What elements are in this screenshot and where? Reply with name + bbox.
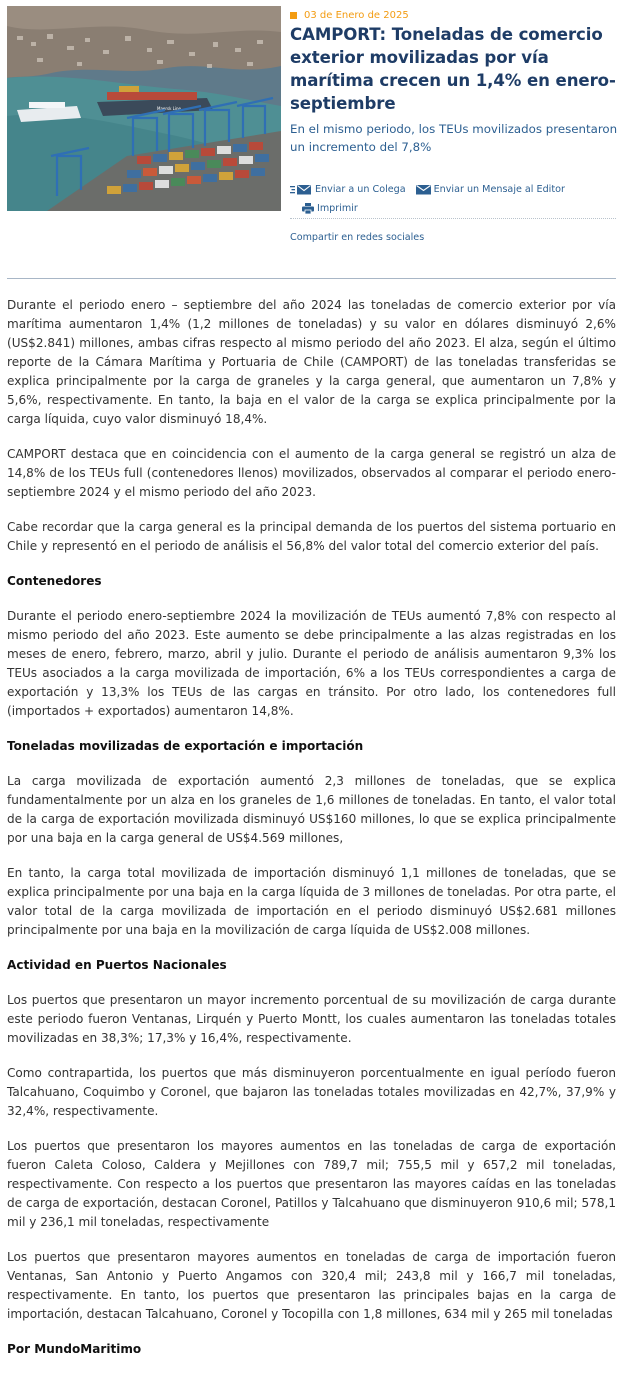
section-heading: Contenedores <box>7 574 102 588</box>
paragraph: Cabe recordar que la carga general es la principal demanda de los puertos del sistema portuario en Chile y representó en el periodo de análisis el 56,8% del valor total del comercio exterior del país. <box>7 520 616 553</box>
port-photo <box>7 6 281 211</box>
action-row-print <box>290 201 616 215</box>
article-body <box>7 296 616 1375</box>
section-heading: Actividad en Puertos Nacionales <box>7 958 227 972</box>
paragraph: La carga movilizada de exportación aumentó 2,3 millones de toneladas, que se explica fundamentalmente por un alza en los graneles de 1,6 millones de toneladas. En tanto, el valor total de la carga de exportación movilizada disminuyó US$160 millones, lo que se explica principalmente por una baja en la carga general de US$4.569 millones, <box>7 774 616 845</box>
paragraph: Los puertos que presentaron mayores aumentos en toneladas de carga de importación fueron Ventanas, San Antonio y Puerto Angamos con 320,4 mil; 243,8 mil y 166,7 mil toneladas, respectivamente. En tanto, los puertos que presentaron las principales bajas en la carga de importación, destacan Talcahuano, Coronel y Tocopilla con 1,8 millones, 634 mil y 265 mil toneladas <box>7 1250 616 1321</box>
send-colleague-link[interactable] <box>290 184 406 195</box>
article-date: 03 de Enero de 2025 <box>304 9 409 21</box>
section-divider <box>7 278 616 279</box>
printer-icon <box>302 203 314 214</box>
dotted-divider <box>290 218 616 219</box>
paragraph: CAMPORT destaca que en coincidencia con el aumento de la carga general se registró un alza de 14,8% de los TEUs full (contenedores llenos) movilizados, observados al comparar el periodo enero-septiembre 2024 y el mismo periodo del año 2023. <box>7 447 616 499</box>
article-byline: Por MundoMaritimo <box>7 1342 142 1356</box>
section-heading: Toneladas movilizadas de exportación e importación <box>7 739 364 753</box>
ship-name: Maersk Line <box>157 106 182 111</box>
paragraph: En tanto, la carga total movilizada de importación disminuyó 1,1 millones de toneladas, que se explica principalmente por una baja en la carga líquida de 3 millones de toneladas. Por otra parte, el valor total de la carga movilizada de importación en el periodo disminuyó US$2.681 millones principalmente por una baja en la movilización de carga líquida de US$2.008 millones. <box>7 866 616 937</box>
share-social-link[interactable]: Compartir en redes sociales <box>290 232 425 243</box>
send-editor-link[interactable] <box>416 184 565 195</box>
paragraph: Como contrapartida, los puertos que más disminuyeron porcentualmente en igual período fueron Talcahuano, Coquimbo y Coronel, que bajaron las toneladas totales movilizadas en 42,7%, 37,9% y 32,4%, respectivamente. <box>7 1066 616 1118</box>
article-meta <box>290 8 620 156</box>
paragraph: Los puertos que presentaron un mayor incremento porcentual de su movilización de carga durante este periodo fueron Ventanas, Lirquén y Puerto Montt, los cuales aumentaron las toneladas totales movilizadas en 38,3%; 17,3% y 16,4%, respectivamente. <box>7 993 616 1045</box>
article-subtitle: En el mismo periodo, los TEUs movilizados presentaron un incremento del 7,8% <box>290 122 618 154</box>
print-link[interactable] <box>302 203 358 214</box>
bullet-square-icon <box>290 12 297 19</box>
envelope-icon <box>416 184 431 195</box>
send-colleague-label: Enviar a un Colega <box>315 183 406 195</box>
article-header <box>0 0 625 250</box>
paragraph: Durante el periodo enero – septiembre del año 2024 las toneladas de comercio exterior por vía marítima aumentaron 1,4% (1,2 millones de toneladas) y su valor en dólares disminuyó 2,6% (US$2.841) millones, ambas cifras respecto al mismo periodo del año 2023. El alza, según el último reporte de la Cámara Marítima y Portuaria de Chile (CAMPORT) de las toneladas transferidas se explica principalmente por la carga de graneles y la carga general, que aumentaron un 7,8% y 5,6%, respectivamente. En tanto, la baja en el valor de la carga se explica principalmente por la carga líquida, cuyo valor disminuyó 18,4%. <box>7 298 616 426</box>
date-row <box>290 8 620 22</box>
paragraph: Durante el periodo enero-septiembre 2024 la movilización de TEUs aumentó 7,8% con respecto al mismo periodo del año 2023. Este aumento se debe principalmente a las alzas registradas en los meses de enero, febrero, marzo, abril y julio. Durante el periodo de análisis aumentaron 9,3% los TEUs asociados a la carga movilizada de importación, 6% a los TEUs correspondientes a carga de exportación y 13,3% los TEUs de las cargas en tránsito. Por otro lado, los contenedores full (importados + exportados) aumentaron 14,8%. <box>7 609 616 718</box>
send-editor-label: Enviar un Mensaje al Editor <box>433 183 565 195</box>
print-label: Imprimir <box>317 202 358 214</box>
article-title: CAMPORT: Toneladas de comercio exterior movilizadas por vía marítima crecen un 1,4% en enero-septiembre <box>290 25 616 113</box>
action-row <box>290 182 616 196</box>
paragraph: Los puertos que presentaron los mayores aumentos en las toneladas de carga de exportación fueron Caleta Coloso, Caldera y Mejillones con 789,7 mil; 755,5 mil y 657,2 mil toneladas, respectivamente. Con respecto a los puertos que presentaron las mayores caídas en las toneladas de carga de exportación, destacan Coronel, Patillos y Talcahuano que disminuyeron 910,6 mil; 578,1 mil y 236,1 mil toneladas, respectivamente <box>7 1139 616 1229</box>
article-actions <box>290 182 616 243</box>
email-forward-icon <box>290 184 312 195</box>
